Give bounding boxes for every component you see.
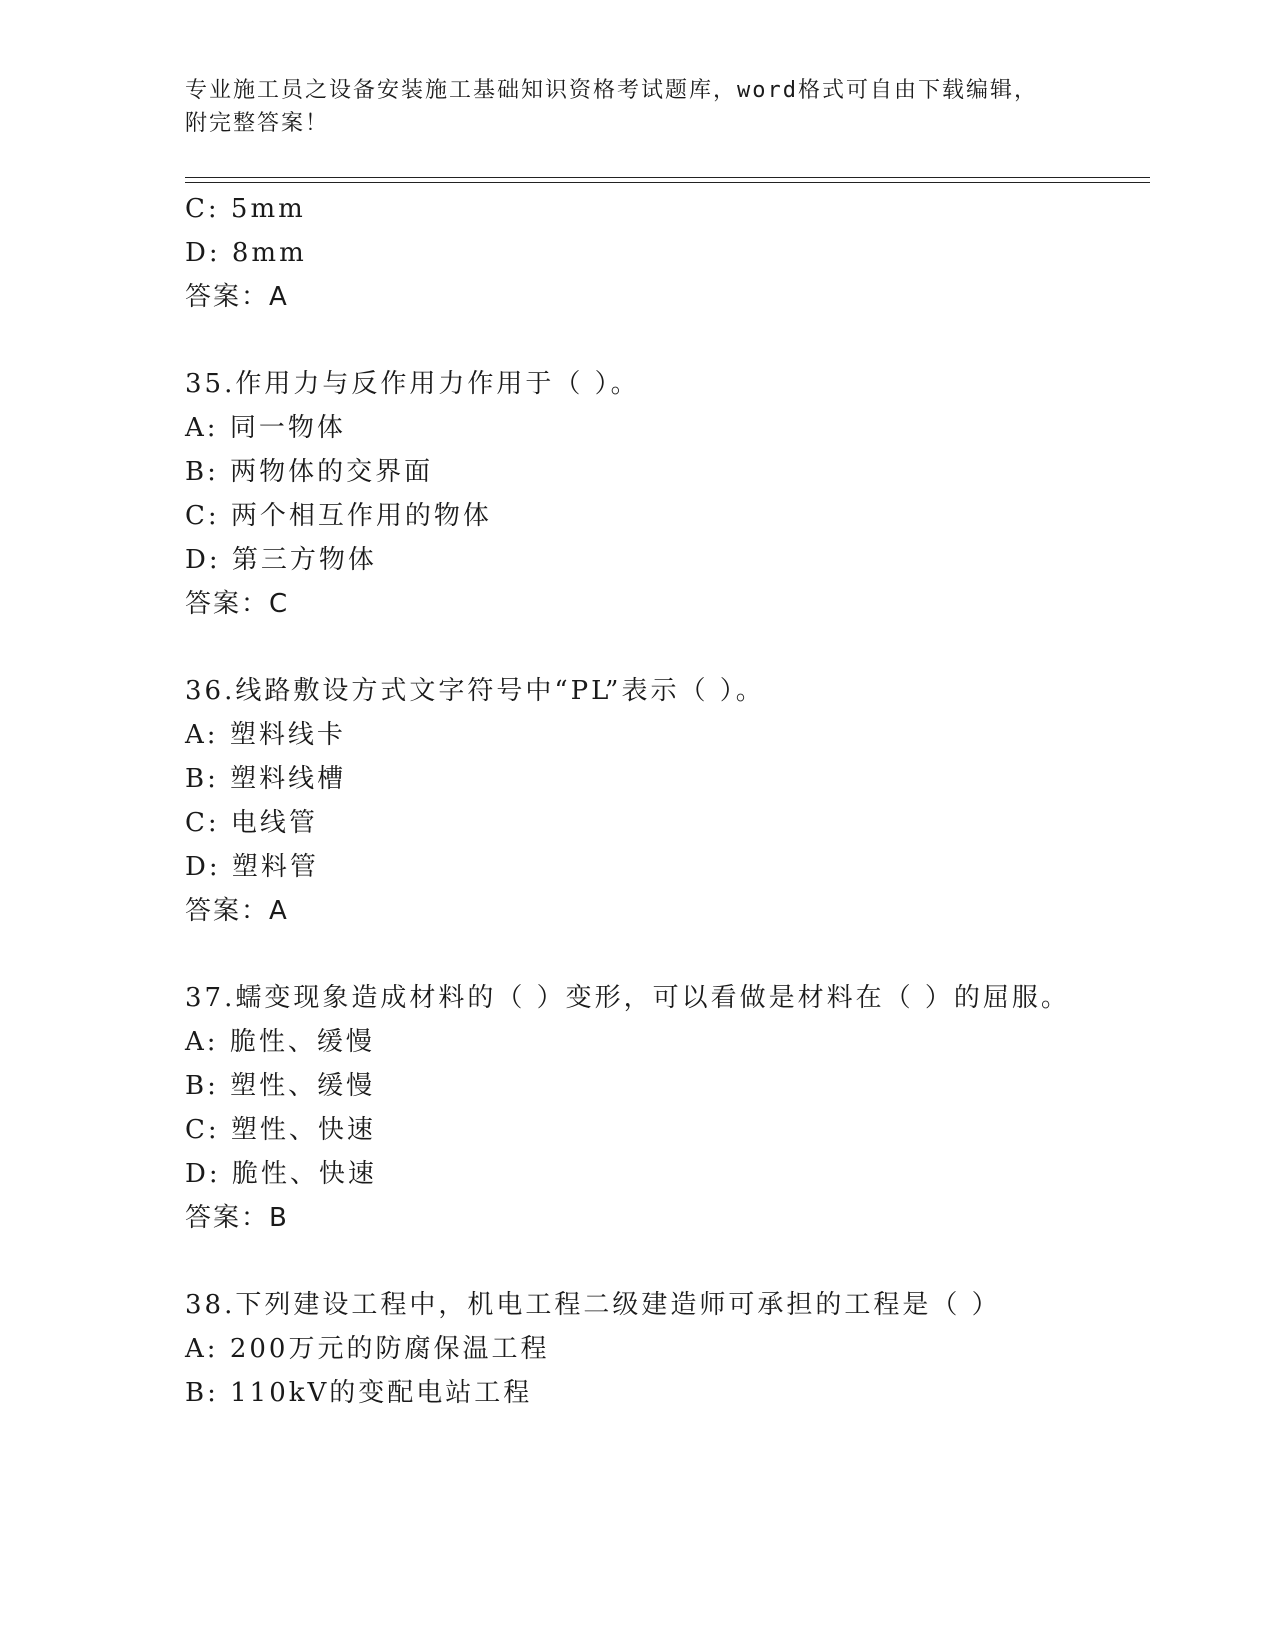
option-text: 电线管 xyxy=(230,808,318,838)
option-text: 脆性、缓慢 xyxy=(229,1027,375,1057)
answer-line: 答案：A xyxy=(185,282,289,312)
option-text: 塑料线槽 xyxy=(230,764,347,794)
question-stem: 38.下列建设工程中，机电工程二级建造师可承担的工程是（ ） xyxy=(185,1290,1001,1320)
header-divider-bottom xyxy=(185,182,1150,183)
option-text: 200万元的防腐保温工程 xyxy=(229,1334,550,1364)
option-line xyxy=(185,544,377,576)
option-line xyxy=(185,500,492,532)
option-text: 塑料管 xyxy=(231,852,319,882)
option-text: 塑性、快速 xyxy=(230,1115,376,1145)
option-line xyxy=(185,807,318,839)
document-header xyxy=(185,74,1065,140)
option-line xyxy=(185,719,346,751)
option-line xyxy=(185,763,346,795)
option-text: 8mm xyxy=(231,238,307,268)
question-stem: 37.蠕变现象造成材料的（ ）变形，可以看做是材料在（ ）的屈服。 xyxy=(185,983,1070,1013)
question-stem: 35.作用力与反作用力作用于（ ）。 xyxy=(185,369,640,399)
option-line xyxy=(185,193,306,225)
answer-line: 答案：B xyxy=(185,1203,289,1233)
option-line xyxy=(185,1158,377,1190)
option-label: C: xyxy=(185,501,220,531)
option-text: 同一物体 xyxy=(229,413,346,443)
option-text: 第三方物体 xyxy=(231,545,377,575)
option-label: C: xyxy=(185,194,220,224)
option-text: 脆性、快速 xyxy=(231,1159,377,1189)
answer-line: 答案：C xyxy=(185,589,290,619)
option-line xyxy=(185,1114,376,1146)
option-line xyxy=(185,456,433,488)
option-text: 110kV的变配电站工程 xyxy=(230,1378,533,1408)
option-text: 两个相互作用的物体 xyxy=(230,501,492,531)
header-line-2: 附完整答案！ xyxy=(185,111,330,136)
option-text: 两物体的交界面 xyxy=(230,457,434,487)
option-label: B: xyxy=(185,764,219,794)
question-stem: 36.线路敷设方式文字符号中“PL”表示（ ）。 xyxy=(185,676,765,706)
option-line xyxy=(185,1026,375,1058)
option-label: A: xyxy=(185,413,219,443)
option-label: A: xyxy=(185,720,219,750)
option-label: D: xyxy=(185,545,221,575)
option-text: 5mm xyxy=(230,194,306,224)
option-line xyxy=(185,851,319,883)
header-divider-top xyxy=(185,177,1150,178)
option-line xyxy=(185,412,346,444)
option-line xyxy=(185,1333,549,1365)
option-label: C: xyxy=(185,1115,220,1145)
option-line xyxy=(185,1377,532,1409)
option-label: D: xyxy=(185,1159,221,1189)
answer-line: 答案：A xyxy=(185,896,289,926)
option-line xyxy=(185,1070,375,1102)
option-line xyxy=(185,237,307,269)
option-text: 塑料线卡 xyxy=(229,720,346,750)
option-label: C: xyxy=(185,808,220,838)
option-label: B: xyxy=(185,1378,219,1408)
option-label: D: xyxy=(185,852,221,882)
option-text: 塑性、缓慢 xyxy=(230,1071,376,1101)
option-label: A: xyxy=(185,1334,219,1364)
option-label: D: xyxy=(185,238,221,268)
header-line-1: 专业施工员之设备安装施工基础知识资格考试题库，word格式可自由下载编辑， xyxy=(185,78,1038,103)
option-label: B: xyxy=(185,1071,219,1101)
option-label: A: xyxy=(185,1027,219,1057)
option-label: B: xyxy=(185,457,219,487)
